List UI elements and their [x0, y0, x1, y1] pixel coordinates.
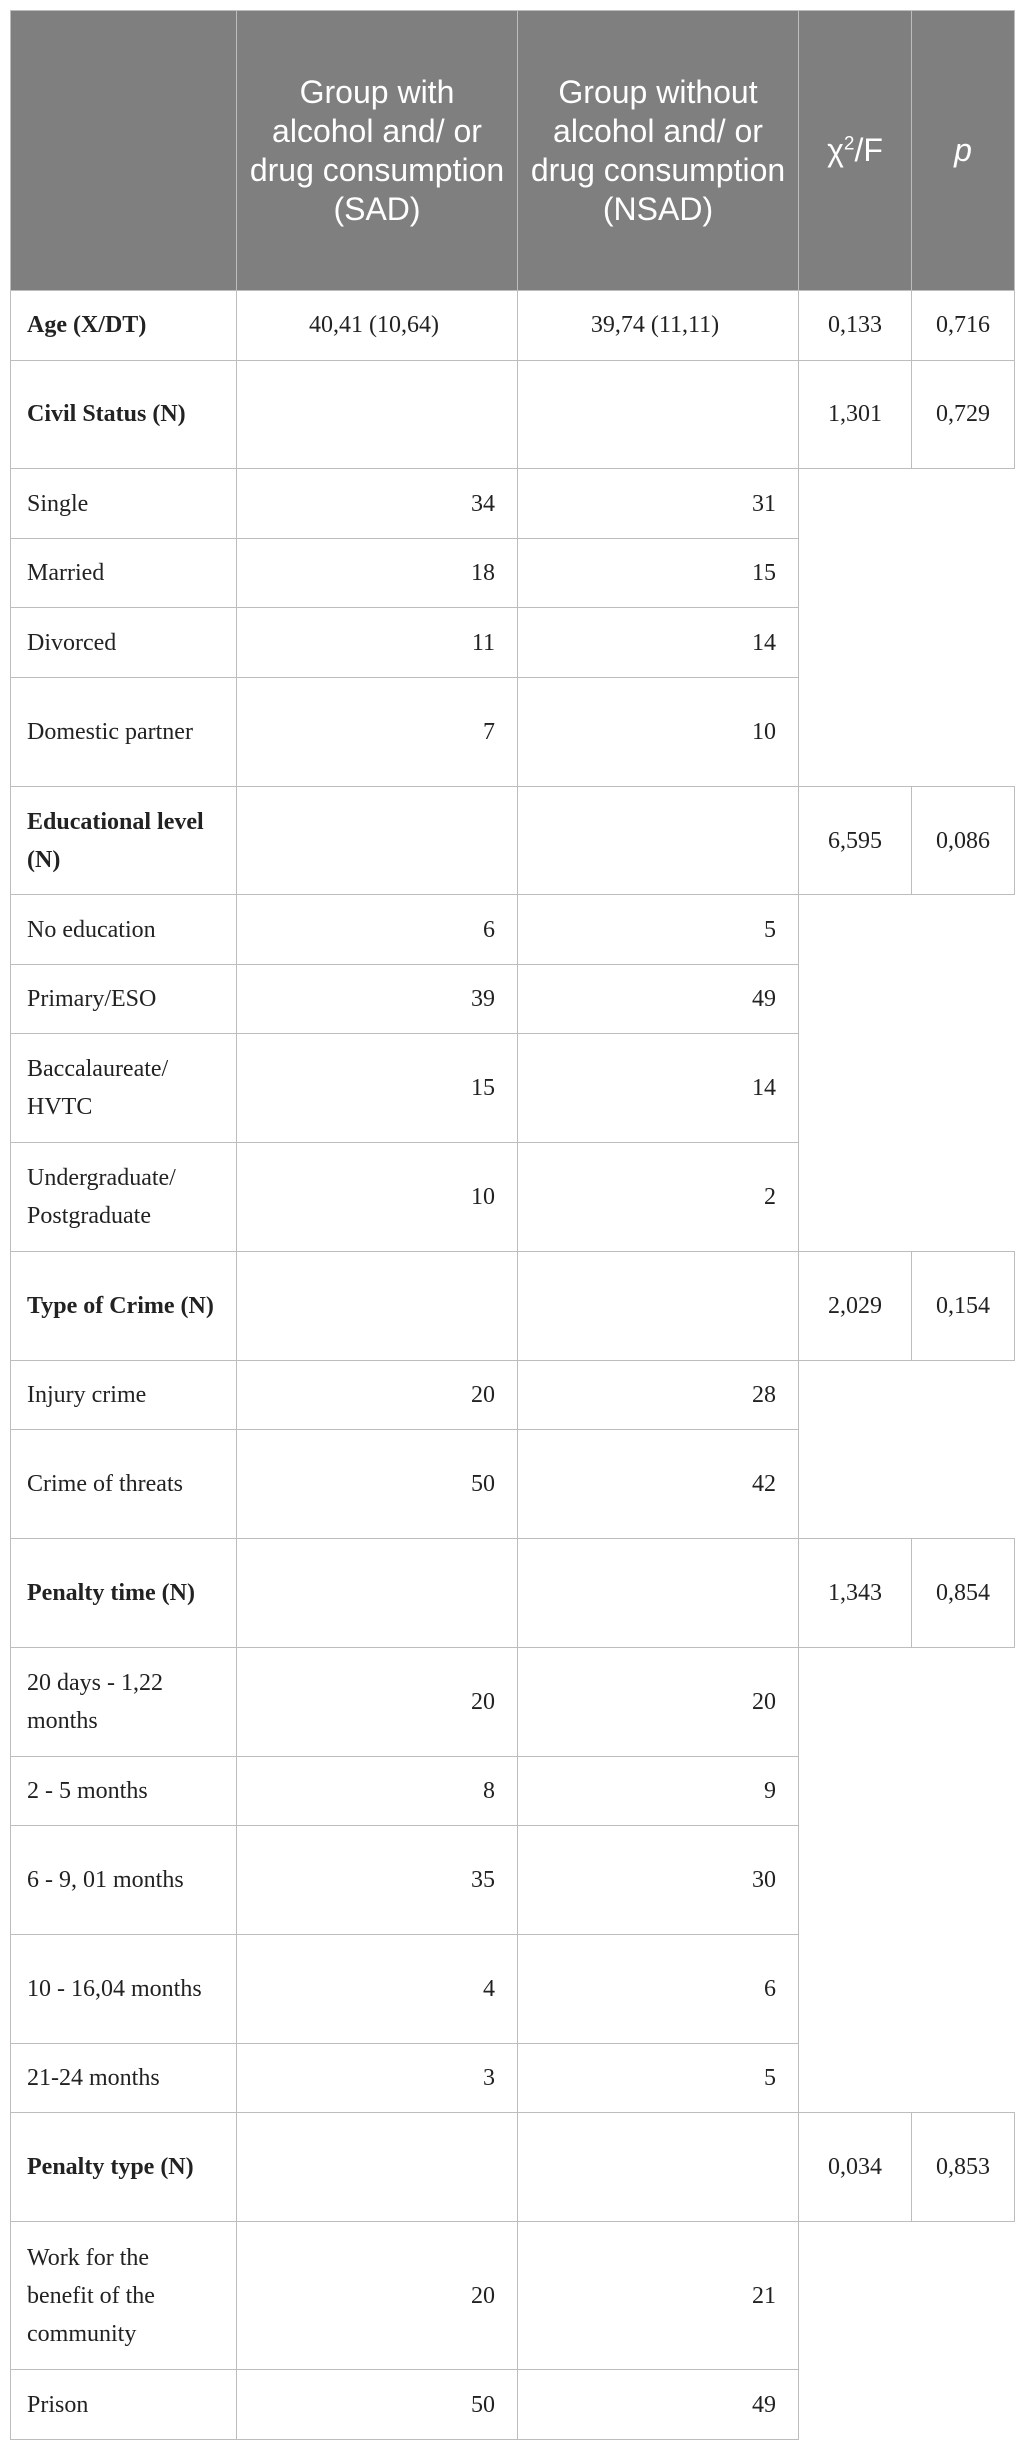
row-label: 2 - 5 months [11, 1756, 237, 1826]
table-row [11, 469, 1015, 539]
table-row-penalty-time [11, 1539, 1015, 1648]
cell-nsad: 49 [518, 2370, 799, 2440]
cell-sad: 18 [237, 538, 518, 608]
cell-sad: 20 [237, 1647, 518, 1756]
cell-sad: 8 [237, 1756, 518, 1826]
empty-stat-block [799, 2222, 1015, 2440]
row-label: Penalty time (N) [11, 1539, 237, 1648]
cell-sad: 34 [237, 469, 518, 539]
row-label: Civil Status (N) [11, 360, 237, 469]
row-label: Domestic partner [11, 677, 237, 786]
cell-nsad: 6 [518, 1935, 799, 2044]
cell-sad [237, 1539, 518, 1648]
cell-sad: 50 [237, 1430, 518, 1539]
cell-sad: 20 [237, 2222, 518, 2370]
cell-sad [237, 786, 518, 895]
row-label: 10 - 16,04 months [11, 1935, 237, 2044]
table-row-civil-status [11, 360, 1015, 469]
row-label: Primary/ESO [11, 964, 237, 1034]
row-label: Married [11, 538, 237, 608]
cell-nsad [518, 786, 799, 895]
row-label: No education [11, 895, 237, 965]
cell-nsad: 21 [518, 2222, 799, 2370]
cell-p: 0,154 [912, 1252, 1015, 1361]
cell-nsad: 20 [518, 1647, 799, 1756]
cell-nsad: 15 [518, 538, 799, 608]
cell-nsad: 5 [518, 895, 799, 965]
cell-p: 0,716 [912, 291, 1015, 361]
row-label: Age (X/DT) [11, 291, 237, 361]
cell-nsad: 42 [518, 1430, 799, 1539]
cell-chi: 1,343 [799, 1539, 912, 1648]
row-label: Divorced [11, 608, 237, 678]
row-label: Penalty type (N) [11, 2113, 237, 2222]
cell-nsad: 39,74 (11,11) [518, 291, 799, 361]
cell-nsad: 10 [518, 677, 799, 786]
cell-nsad: 31 [518, 469, 799, 539]
cell-sad [237, 360, 518, 469]
empty-stat-block [799, 1647, 1015, 2112]
header-nsad: Group without alcohol and/ or drug consumption (NSAD) [518, 11, 799, 291]
cell-nsad: 9 [518, 1756, 799, 1826]
cell-p: 0,086 [912, 786, 1015, 895]
cell-chi: 2,029 [799, 1252, 912, 1361]
row-label: Baccalaureate/ HVTC [11, 1034, 237, 1143]
cell-nsad [518, 360, 799, 469]
row-label: 20 days - 1,22 months [11, 1647, 237, 1756]
cell-nsad [518, 1539, 799, 1648]
cell-sad: 20 [237, 1360, 518, 1430]
table-row-penalty-type [11, 2113, 1015, 2222]
cell-nsad: 2 [518, 1143, 799, 1252]
table-row-age [11, 291, 1015, 361]
empty-stat-block [799, 1360, 1015, 1538]
cell-nsad: 49 [518, 964, 799, 1034]
row-label: Undergraduate/ Postgraduate [11, 1143, 237, 1252]
cell-nsad: 5 [518, 2043, 799, 2113]
row-label: Work for the benefit of the community [11, 2222, 237, 2370]
header-sad: Group with alcohol and/ or drug consumption (SAD) [237, 11, 518, 291]
row-label: Crime of threats [11, 1430, 237, 1539]
header-chi-sup: 2 [843, 133, 855, 155]
table-row [11, 1647, 1015, 1756]
cell-p: 0,854 [912, 1539, 1015, 1648]
cell-sad: 4 [237, 1935, 518, 2044]
empty-stat-block [799, 469, 1015, 786]
cell-sad [237, 2113, 518, 2222]
cell-sad: 7 [237, 677, 518, 786]
cell-nsad [518, 2113, 799, 2222]
table-row-crime [11, 1252, 1015, 1361]
row-label: Type of Crime (N) [11, 1252, 237, 1361]
cell-chi: 0,034 [799, 2113, 912, 2222]
cell-sad: 6 [237, 895, 518, 965]
table-row [11, 895, 1015, 965]
cell-sad: 40,41 (10,64) [237, 291, 518, 361]
cell-sad: 3 [237, 2043, 518, 2113]
cell-nsad [518, 1252, 799, 1361]
cell-chi: 0,133 [799, 291, 912, 361]
header-p: p [912, 11, 1015, 291]
cell-sad: 35 [237, 1826, 518, 1935]
row-label: 6 - 9, 01 months [11, 1826, 237, 1935]
cell-sad: 50 [237, 2370, 518, 2440]
cell-sad: 11 [237, 608, 518, 678]
cell-p: 0,853 [912, 2113, 1015, 2222]
row-label: Prison [11, 2370, 237, 2440]
cell-sad: 10 [237, 1143, 518, 1252]
table-row-education [11, 786, 1015, 895]
table-row [11, 1360, 1015, 1430]
cell-nsad: 14 [518, 608, 799, 678]
header-chi-tail: /F [854, 132, 883, 168]
header-row [11, 11, 1015, 291]
cell-sad [237, 1252, 518, 1361]
cell-chi: 6,595 [799, 786, 912, 895]
cell-nsad: 30 [518, 1826, 799, 1935]
header-chi [799, 11, 912, 291]
cell-nsad: 14 [518, 1034, 799, 1143]
row-label: Single [11, 469, 237, 539]
header-empty [11, 11, 237, 291]
row-label: Injury crime [11, 1360, 237, 1430]
header-chi-base: χ [827, 132, 844, 168]
row-label: Educational level (N) [11, 786, 237, 895]
cell-sad: 39 [237, 964, 518, 1034]
cell-chi: 1,301 [799, 360, 912, 469]
cell-p: 0,729 [912, 360, 1015, 469]
table-row [11, 2222, 1015, 2370]
row-label: 21-24 months [11, 2043, 237, 2113]
empty-stat-block [799, 895, 1015, 1252]
demographics-table [10, 10, 1015, 2440]
cell-sad: 15 [237, 1034, 518, 1143]
cell-nsad: 28 [518, 1360, 799, 1430]
